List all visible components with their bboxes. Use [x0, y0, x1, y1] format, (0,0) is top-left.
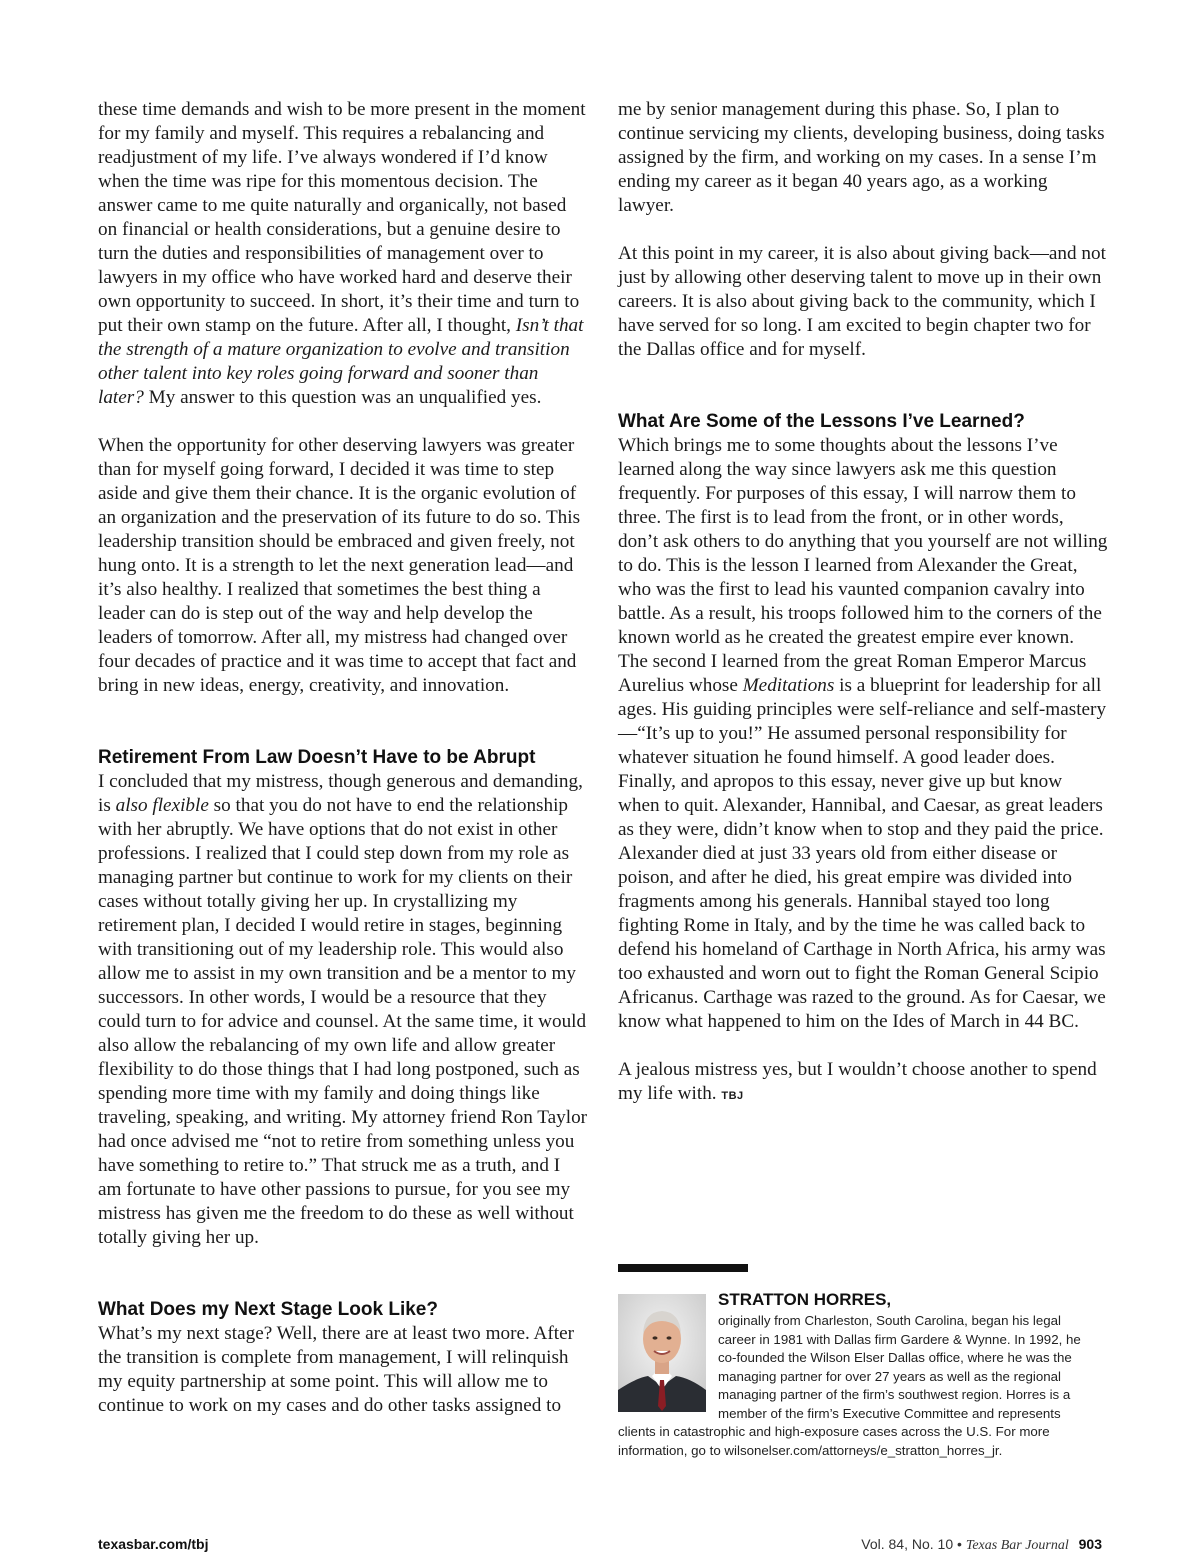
footer-bullet: • [957, 1536, 962, 1552]
paragraph: me by senior management during this phase. So, I plan to continue servicing my clients, developing business, doing tasks assigned by the firm, and working on my cases. In a sense I’m ending my career as it began 40 years ago, as a working lawyer. [618, 99, 1105, 216]
paragraph: A jealous mistress yes, but I wouldn’t choose another to spend my life with. TBJ [618, 1059, 1097, 1104]
section-heading: What Are Some of the Lessons I’ve Learned? [618, 411, 1025, 432]
paragraph: these time demands and wish to be more present in the moment for my family and myself. This requires a rebalancing and readjustment of my life. I’ve always wondered if I’d know when the time was ripe for this momentous decision. The answer came to me quite naturally and organically, not based on financial or health considerations, but a genuine desire to turn the duties and responsibilities of management over to lawyers in my office who have worked hard and deserve their own opportunity to succeed. In short, it’s their time and turn to put their own stamp on the future. After all, I thought, Isn’t that the strength of a mature organization to evolve and transition other talent into key roles going forward and sooner than later? My answer to this question was an unqualified yes. [98, 99, 586, 408]
page-number: 903 [1078, 1536, 1102, 1552]
footer-issue [861, 1536, 1102, 1554]
paragraph: I concluded that my mistress, though generous and demanding, is also flexible so that you do not have to end the relationship with her abruptly. We have options that do not exist in other professions. I realized that I could step down from my role as managing partner but continue to work for my clients on their cases without totally giving her up. In crystallizing my retirement plan, I decided I would retire in stages, beginning with transitioning out of my leadership role. This would also allow me to assist in my own transition and be a mentor to my successors. In other words, I would be a resource that they could turn to for advice and counsel. At the same time, it would also allow the rebalancing of my own life and allow greater flexibility to do those things that I had long postponed, such as spending more time with my family and doing things like traveling, speaking, and writing. My attorney friend Ron Taylor had once advised me “not to retire from something unless you have something to retire to.” That struck me as a truth, and I am fortunate to have other passions to pursue, for you see my mistress has given me the freedom to do these as well without totally giving her up. [98, 771, 588, 1248]
paragraph: At this point in my career, it is also about giving back—and not just by allowing other deserving talent to move up in their own careers. It is also about giving back to the community, which I have served for so long. I am excited to begin chapter two for the Dallas office and for myself. [618, 243, 1106, 360]
author-bio [618, 1264, 1102, 1458]
bio-divider [618, 1264, 748, 1272]
section-heading: Retirement From Law Doesn’t Have to be Abrupt [98, 747, 536, 768]
footer-journal: Texas Bar Journal [965, 1538, 1069, 1553]
paragraph: When the opportunity for other deserving lawyers was greater than for myself going forward, I decided it was time to step aside and give them their chance. It is the organic evolution of an organization and the preservation of its future to do so. This leadership transition should be embraced and given freely, not hung onto. It is a strength to let the next generation lead—and it’s also healthy. I realized that sometimes the best thing a leader can do is step out of the way and help develop the leaders of tomorrow. After all, my mistress had changed over four decades of practice and it was time to accept that fact and bring in new ideas, energy, creativity, and innovation. [98, 435, 581, 696]
left-column [98, 98, 588, 1418]
footer-website: texasbar.com/tbj [98, 1536, 209, 1552]
end-mark: TBJ [721, 1090, 744, 1102]
section-heading: What Does my Next Stage Look Like? [98, 1299, 438, 1320]
footer-volume: Vol. 84, No. 10 [861, 1536, 954, 1552]
right-column [618, 98, 1108, 1108]
bio-text: originally from Charleston, South Carolina, began his legal career in 1981 with Dallas firm Gardere & Wynne. In 1992, he co-founded the Wilson Elser Dallas office, where he was the managing partner for over 27 years as well as the regional managing partner of the firm’s southwest region. Horres is a member of the firm’s Executive Committee and represents clients in catastrophic and high-exposure cases across the U.S. For more information, go to wilsonelser.com/attorneys/e_stratton_horres_jr. [618, 1313, 1081, 1458]
author-name: STRATTON HORRES, [718, 1290, 892, 1309]
paragraph: Which brings me to some thoughts about the lessons I’ve learned along the way since lawyers ask me this question frequently. For purposes of this essay, I will narrow them to three. The first is to lead from the front, or in other words, don’t ask others to do anything that you yourself are not willing to do. This is the lesson I learned from Alexander the Great, who was the first to lead his vaunted companion cavalry into battle. As a result, his troops followed him to the corners of the known world as he created the greatest empire ever known. The second I learned from the great Roman Emperor Marcus Aurelius whose Meditations is a blueprint for leadership for all ages. His guiding principles were self-reliance and self-mastery—“It’s up to you!” He assumed personal responsibility for whatever situation he found himself. A good leader does. Finally, and apropos to this essay, never give up but know when to quit. Alexander, Hannibal, and Caesar, as great leaders as they were, didn’t know when to stop and they paid the price. Alexander died at just 33 years old from either disease or poison, and after he died, his great empire was divided into fragments among his generals. Hannibal stayed too long fighting Rome in Italy, and by the time he was called back to defend his homeland of Carthage in North Africa, his army was too exhausted and worn out to fight the Roman General Scipio Africanus. Carthage was razed to the ground. As for Caesar, we know what happened to him on the Ides of March in 44 BC. [618, 435, 1108, 1032]
paragraph: What’s my next stage? Well, there are at least two more. After the transition is complete from management, I will relinquish my equity partnership at some point. This will allow me to continue to work on my cases and do other tasks assigned to [98, 1323, 575, 1416]
italic-question: Isn’t that the strength of a mature organization to evolve and transition other talent into key roles going forward and sooner than later? [98, 315, 584, 408]
